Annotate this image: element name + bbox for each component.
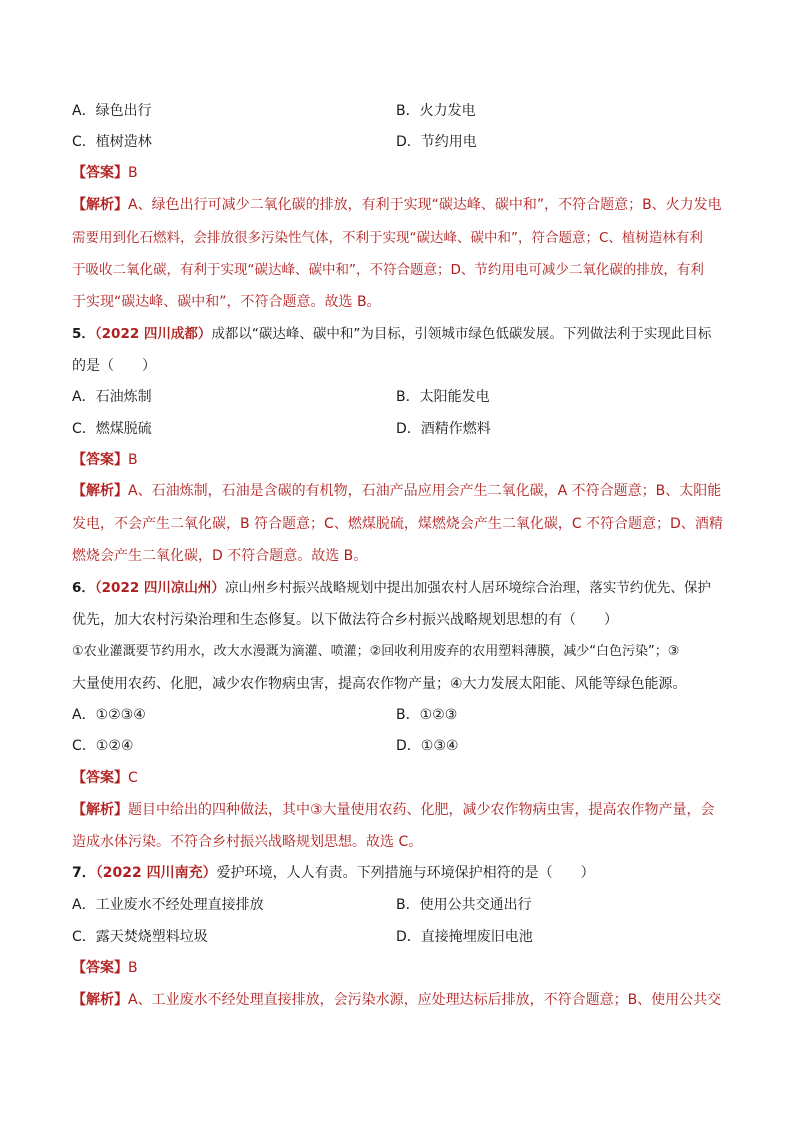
explanation-line: 需要用到化石燃料，会排放很多污染性气体，不利于实现“碳达峰、碳中和”，符合题意；C、植树造林有利 bbox=[72, 230, 703, 246]
option-c: C．①②④ bbox=[72, 738, 134, 754]
answer-line bbox=[72, 958, 724, 978]
question-text: 的是（ ） bbox=[72, 358, 156, 374]
answer-line bbox=[72, 768, 724, 788]
explanation-line bbox=[72, 195, 724, 215]
explanation-text: A、工业废水不经处理直接排放，会污染水源，应处理达标后排放，不符合题意；B、使用公共交 bbox=[128, 992, 722, 1008]
explanation-text: A、绿色出行可减少二氧化碳的排放，有利于实现“碳达峰、碳中和”，不符合题意；B、火力发电 bbox=[128, 197, 722, 213]
question-number: 7． bbox=[72, 865, 96, 881]
option-c: C．燃煤脱硫 bbox=[72, 421, 152, 437]
explanation-text: 题目中给出的四种做法，其中③大量使用农药、化肥，减少农作物病虫害，提高农作物产量，会 bbox=[128, 802, 715, 818]
answer-tag: 【答案】 bbox=[72, 960, 128, 976]
answer-line bbox=[72, 450, 724, 470]
answer-value: B bbox=[128, 165, 138, 181]
question-source: （2022 四川凉山州） bbox=[94, 580, 225, 596]
question-text: 凉山州乡村振兴战略规划中提出加强农村人居环境综合治理，落实节约优先、保护 bbox=[224, 580, 711, 596]
option-d: D．酒精作燃料 bbox=[396, 421, 491, 437]
explanation-line: 于吸收二氧化碳，有利于实现“碳达峰、碳中和”，不符合题意；D、节约用电可减少二氧化碳的排放，有利 bbox=[72, 262, 704, 278]
explanation-tag: 【解析】 bbox=[72, 197, 128, 213]
explanation-line: 造成水体污染。不符合乡村振兴战略规划思想。故选 C。 bbox=[72, 834, 423, 850]
question-text: 成都以“碳达峰、碳中和”为目标，引领城市绿色低碳发展。下列做法利于实现此目标 bbox=[211, 326, 712, 342]
question-text: 优先，加大农村污染治理和生态修复。以下做法符合乡村振兴战略规划思想的有（ ） bbox=[72, 612, 618, 628]
explanation-line: 发电，不会产生二氧化碳，B 符合题意；C、燃煤脱硫，煤燃烧会产生二氧化碳，C 不符合题意；D、酒精 bbox=[72, 516, 723, 532]
option-a: A．绿色出行 bbox=[72, 103, 152, 119]
statement-list: 大量使用农药、化肥，减少农作物病虫害，提高农作物产量；④大力发展太阳能、风能等绿色能源。 bbox=[72, 676, 687, 692]
question-stem bbox=[72, 863, 724, 883]
option-b: B．火力发电 bbox=[396, 103, 476, 119]
explanation-line bbox=[72, 800, 724, 820]
explanation-line: 燃烧会产生二氧化碳，D 不符合题意。故选 B。 bbox=[72, 548, 368, 564]
option-d: D．①③④ bbox=[396, 738, 459, 754]
explanation-line: 于实现“碳达峰、碳中和”，不符合题意。故选 B。 bbox=[72, 294, 381, 310]
question-number: 5． bbox=[72, 326, 95, 342]
answer-tag: 【答案】 bbox=[72, 452, 128, 468]
explanation-line bbox=[72, 990, 724, 1010]
answer-line bbox=[72, 163, 724, 183]
question-source: （2022 四川成都） bbox=[94, 326, 212, 342]
option-b: B．①②③ bbox=[396, 707, 458, 723]
answer-tag: 【答案】 bbox=[72, 165, 128, 181]
statement-list: ①农业灌溉要节约用水，改大水漫溉为滴灌、喷灌；②回收利用废弃的农用塑料薄膜，减少“白色污染”；③ bbox=[72, 644, 680, 659]
option-c: C．露天焚烧塑料垃圾 bbox=[72, 929, 208, 945]
explanation-text: A、石油炼制，石油是含碳的有机物，石油产品应用会产生二氧化碳，A 不符合题意；B、太阳能 bbox=[128, 483, 722, 499]
option-d: D．节约用电 bbox=[396, 134, 477, 150]
explanation-line bbox=[72, 481, 724, 501]
option-a: A．①②③④ bbox=[72, 707, 146, 723]
option-b: B．使用公共交通出行 bbox=[396, 897, 532, 913]
explanation-tag: 【解析】 bbox=[72, 483, 128, 499]
explanation-tag: 【解析】 bbox=[72, 992, 128, 1008]
question-stem bbox=[72, 324, 724, 344]
question-source: （2022 四川南充） bbox=[95, 865, 217, 881]
answer-value: B bbox=[128, 960, 138, 976]
question-number: 6． bbox=[72, 580, 95, 596]
question-text: 爱护环境，人人有责。下列措施与环境保护相符的是（ ） bbox=[216, 865, 595, 881]
option-c: C．植树造林 bbox=[72, 134, 152, 150]
option-d: D．直接掩埋废旧电池 bbox=[396, 929, 533, 945]
option-a: A．石油炼制 bbox=[72, 389, 152, 405]
explanation-tag: 【解析】 bbox=[72, 802, 128, 818]
answer-tag: 【答案】 bbox=[72, 770, 128, 786]
answer-value: B bbox=[128, 452, 138, 468]
question-stem bbox=[72, 578, 724, 598]
option-b: B．太阳能发电 bbox=[396, 389, 490, 405]
option-a: A．工业废水不经处理直接排放 bbox=[72, 897, 264, 913]
answer-value: C bbox=[128, 770, 138, 786]
